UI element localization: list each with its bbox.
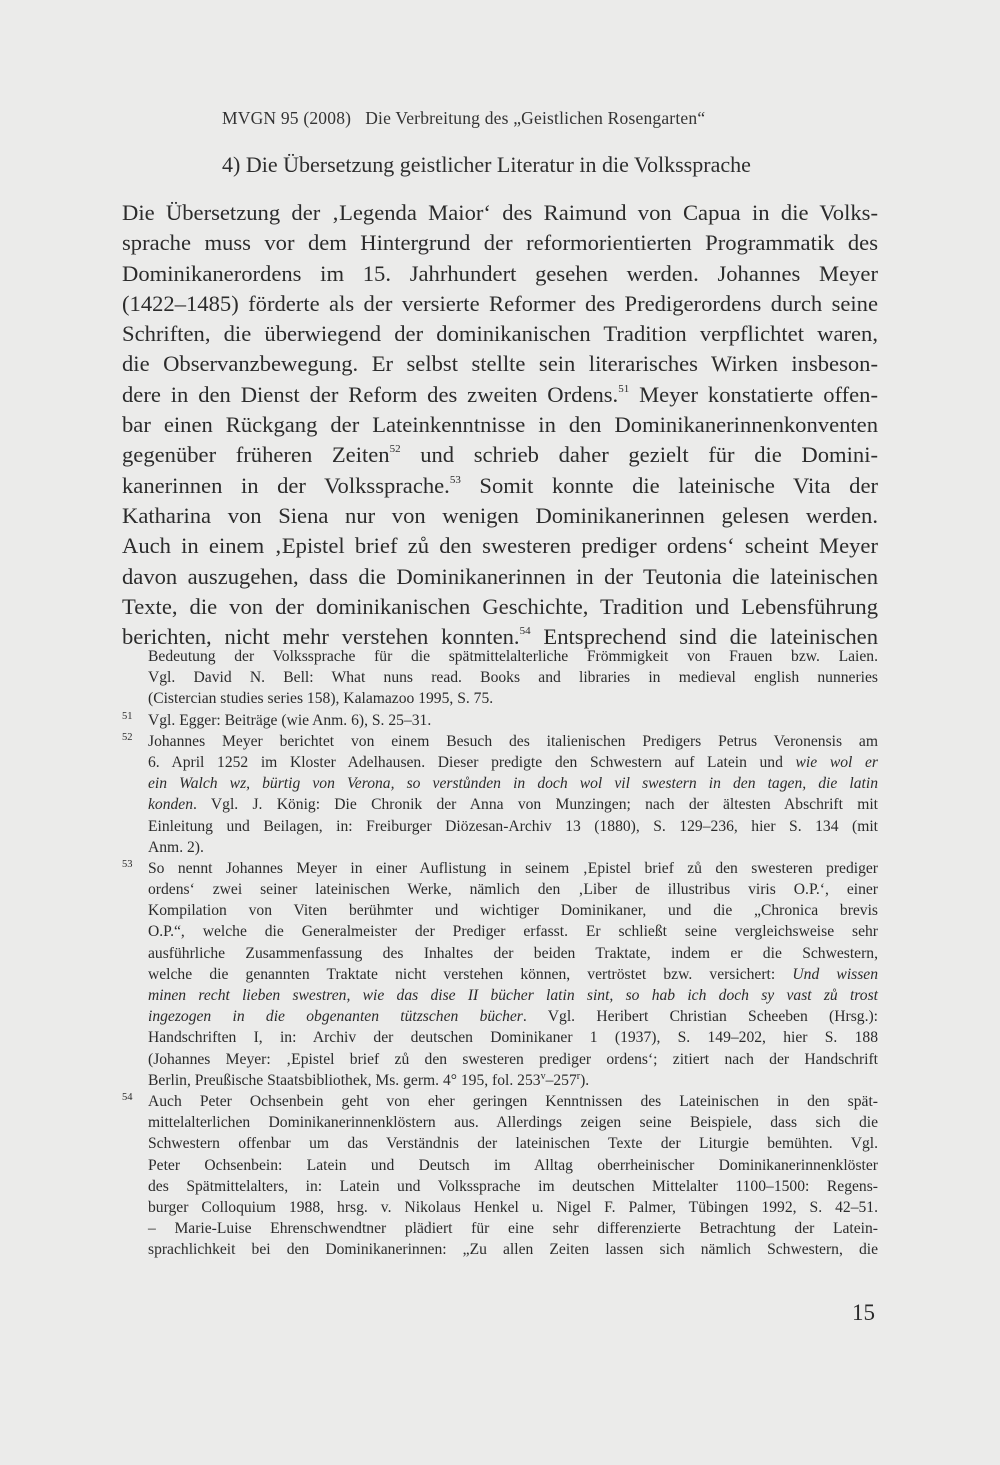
footnotes (122, 646, 878, 1260)
folio-superscript: v (540, 1070, 546, 1082)
footnote-line: Johannes Meyer berichtet von einem Besuch des italienischen Predigers Petrus Veronensis am (148, 732, 878, 750)
footnote-quotation: wie wol er (795, 753, 878, 771)
footnote-line: Schwestern offenbar um das Verständnis der lateinischen Texte der Liturgie bemühten. Vgl. (148, 1135, 878, 1153)
footnote-line: Einleitung und Beilagen, in: Freiburger Diözesan-Archiv 13 (1880), S. 129–236, hier S. 134 (mit (148, 817, 878, 835)
section-heading: 4) Die Übersetzung geistlicher Literatur in die Volkssprache (222, 152, 751, 177)
footnote-line (148, 964, 878, 985)
footnote-reference: 52 (389, 443, 401, 456)
footnote-number: 51 (122, 710, 133, 722)
footnote-line: O.P.“, welche die Generalmeister der Prediger erfasst. Er schließt seine vergleichsweise sehr (148, 923, 878, 941)
body-text-span: Entsprechend sind die lateinischen (530, 624, 879, 650)
footnote-number: 52 (122, 731, 133, 743)
body-line: (1422–1485) förderte als der versierte Reformer des Predigerordens durch seine (122, 290, 878, 316)
body-text-span: gegenüber früheren Zeiten (122, 442, 390, 468)
body-line: Texte, die von der dominikanischen Geschichte, Tradition und Lebensführung (122, 593, 878, 619)
journal-reference: MVGN 95 (2008) (222, 108, 352, 128)
footnote-line: (Cistercian studies series 158), Kalamazoo 1995, S. 75. (148, 690, 494, 708)
body-line (122, 440, 878, 470)
body-line: Auch in einem ‚Epistel brief zů den swesteren prediger ordens‘ scheint Meyer (122, 533, 878, 559)
footnote-line (148, 794, 878, 815)
footnote-text: Berlin, Preußische Staatsbibliothek, Ms. germ. 4° 195, fol. 253 (148, 1071, 541, 1089)
footnote-text: . Vgl. Heribert Christian Scheeben (Hrsg.): (522, 1008, 878, 1026)
footnote-line: ordens‘ zwei seiner lateinischen Werke, nämlich den ‚Liber de illustribus viris O.P.‘, einer (148, 881, 878, 899)
footnote-quotation: minen recht lieben swestren, wie das dise II bücher latin sint, so hab ich doch sy vast zů trost (148, 987, 878, 1004)
running-title: Die Verbreitung des „Geistlichen Rosengarten“ (365, 108, 706, 128)
body-line: sprache muss vor dem Hintergrund der reformorientierten Programmatik des (122, 230, 878, 256)
folio-superscript: r (576, 1070, 581, 1082)
footnote-line: Handschriften I, in: Archiv der deutschen Dominikaner 1 (1937), S. 149–202, hier S. 188 (148, 1029, 878, 1047)
footnote-text: welche die genannten Traktate nicht verstehen können, vertröstet bzw. versichert: (148, 965, 793, 983)
footnote-continuation (122, 646, 878, 710)
footnote-line: ausführliche Zusammenfassung des Inhaltes der beiden Traktate, indem er die Schwestern, (148, 944, 878, 962)
footnote-text: –257 (545, 1071, 577, 1089)
footnote-line: burger Colloquium 1988, hrsg. v. Nikolaus Henkel u. Nigel F. Palmer, Tübingen 1992, S. 42–51. (148, 1198, 878, 1216)
body-line (122, 471, 878, 501)
footnote-line: Peter Ochsenbein: Latein und Deutsch im Alltag oberrheinischer Dominikanerinnenklöster (148, 1156, 878, 1174)
body-text-span: Meyer konstatierte offen- (629, 381, 878, 407)
body-line: Katharina von Siena nur von wenigen Dominikanerinnen gelesen werden. (122, 502, 878, 528)
footnote-line (148, 752, 878, 773)
footnote-text: 6. April 1252 im Kloster Adelhausen. Dieser predigte den Schwestern auf Latein und (148, 753, 796, 771)
footnote-line: Kompilation von Viten berühmter und wichtiger Dominikaner, und die „Chronica brevis (148, 902, 878, 920)
footnote-52 (122, 731, 878, 858)
footnote-line: mittelalterlichen Dominikanerinnenklöstern aus. Allerdings zeigen seine Beispiele, dass sich die (148, 1114, 878, 1132)
body-text-span: Somit konnte die lateinische Vita der (460, 472, 878, 498)
footnote-54 (122, 1091, 878, 1261)
running-head (222, 108, 705, 129)
footnote-line: – Marie-Luise Ehrenschwendtner plädiert für eine sehr differenzierte Betrachtung der Latein- (148, 1220, 878, 1238)
body-line (122, 380, 878, 410)
footnote-reference: 53 (449, 473, 461, 486)
footnote-line: Auch Peter Ochsenbein geht von eher geringen Kenntnissen des Lateinischen in den spät- (148, 1092, 878, 1110)
footnote-number: 53 (122, 858, 133, 870)
body-line: Die Übersetzung der ‚Legenda Maior‘ des Raimund von Capua in die Volks- (122, 200, 878, 225)
body-text-span: kanerinnen in der Volkssprache. (122, 472, 450, 498)
body-text-span: und schrieb daher gezielt für die Domini- (400, 442, 878, 468)
footnote-quotation: ingezogen in die obgenanten tützschen bücher (148, 1008, 523, 1026)
body-text (122, 198, 878, 652)
body-line: davon auszugehen, dass die Dominikanerinnen in der Teutonia die lateinischen (122, 563, 878, 589)
footnote-reference: 54 (519, 625, 531, 638)
footnote-number: 54 (122, 1091, 133, 1103)
footnote-line: Bedeutung der Volkssprache für die spätmittelalterliche Frömmigkeit von Frauen bzw. Laien. (148, 648, 878, 665)
footnote-53 (122, 858, 878, 1091)
footnote-text: . Vgl. J. König: Die Chronik der Anna von Munzingen; nach der ältesten Abschrift mit (193, 796, 878, 814)
footnote-line: (Johannes Meyer: ‚Epistel brief zů den swesteren prediger ordens‘; zitiert nach der Handschrift (148, 1050, 878, 1068)
footnote-reference: 51 (618, 382, 630, 395)
footnote-quotation: Und wissen (792, 965, 879, 983)
body-line: Schriften, die überwiegend der dominikanischen Tradition verpflichtet waren, (122, 321, 878, 347)
body-line: die Observanzbewegung. Er selbst stellte sein literarisches Wirken insbeson- (122, 351, 878, 377)
body-text-span: berichten, nicht mehr verstehen konnten. (122, 624, 520, 650)
footnote-51 (122, 710, 878, 731)
footnote-line: So nennt Johannes Meyer in einer Auflistung in seinem ‚Epistel brief zů den swesteren prediger (148, 859, 878, 877)
footnote-line: sprachlichkeit bei den Dominikanerinnen: „Zu allen Zeiten lassen sich nämlich Schwestern, die (148, 1241, 878, 1259)
page-number: 15 (852, 1300, 875, 1325)
footnote-line: des Spätmittelalters, in: Latein und Volkssprache im deutschen Mittelalter 1100–1500: Regens- (148, 1177, 878, 1195)
footnote-quotation: konden (148, 796, 194, 814)
body-line: Dominikanerordens im 15. Jahrhundert gesehen werden. Johannes Meyer (122, 260, 878, 286)
footnote-quotation: ein Walch wz, bürtig von Verona, so verstůnden in doch wol vil swestern in den tagen, die latin (148, 775, 878, 793)
footnote-line: Vgl. Egger: Beiträge (wie Anm. 6), S. 25–31. (148, 711, 432, 729)
footnote-line: Anm. 2). (148, 838, 204, 856)
body-line: bar einen Rückgang der Lateinkenntnisse in den Dominikanerinnenkonventen (122, 412, 878, 438)
footnote-line (148, 1006, 878, 1027)
footnote-text: ). (580, 1071, 590, 1089)
body-text-span: dere in den Dienst der Reform des zweiten Ordens. (122, 381, 619, 407)
footnote-line (148, 1070, 878, 1091)
footnote-line: Vgl. David N. Bell: What nuns read. Books and libraries in medieval english nunneries (148, 669, 878, 687)
